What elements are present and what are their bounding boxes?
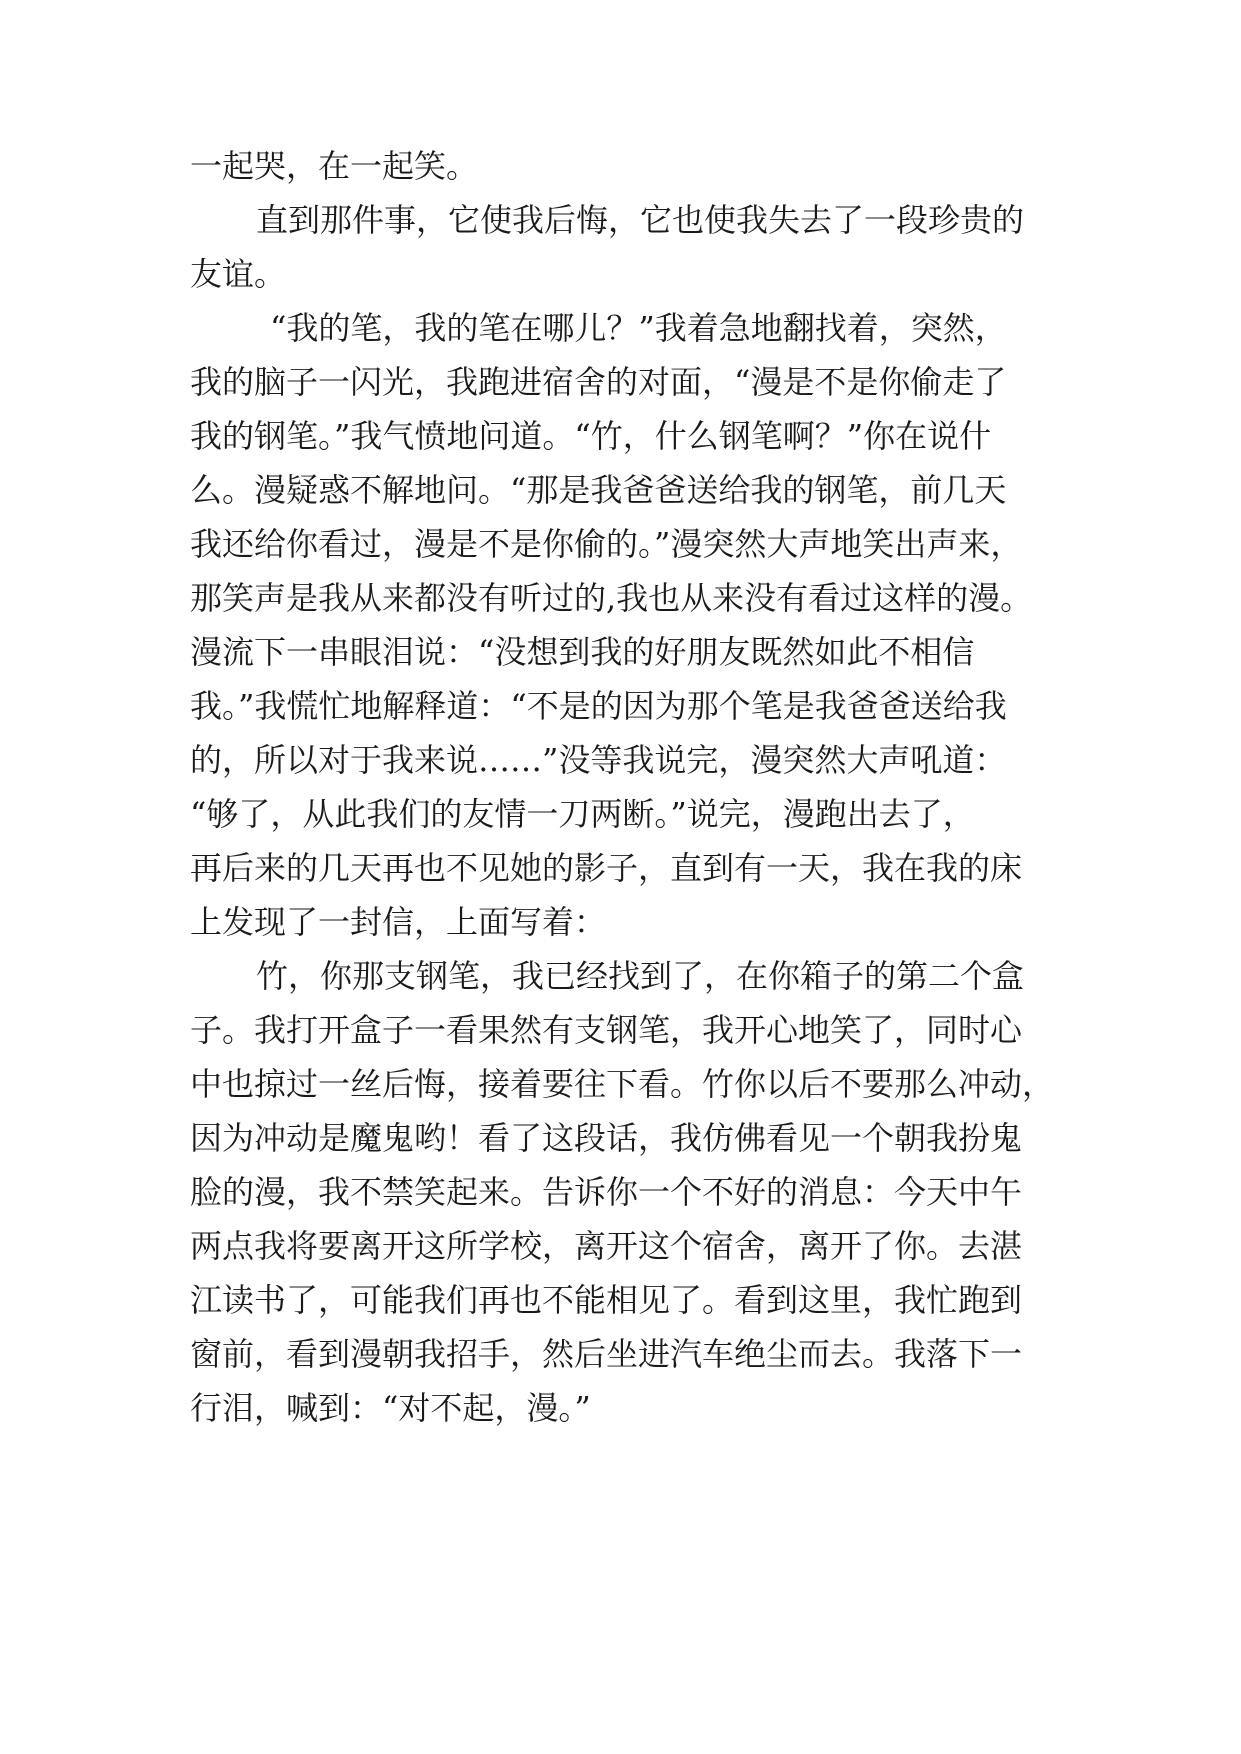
paragraph-first-line: 竹，你那支钢笔，我已经找到了，在你箱子的第二个盒 [256,957,1025,995]
text-line: 上发现了一封信，上面写着： [190,903,607,941]
text-line: 江读书了，可能我们再也不能相见了。看到这里，我忙跑到 [190,1281,1023,1319]
text-line: 友谊。 [190,255,287,293]
paragraph-first-line: “我的笔，我的笔在哪儿？”我着急地翻找着，突然， [270,309,1007,347]
text-line: 的，所以对于我来说……”没等我说完，漫突然大声吼道： [190,741,1007,779]
text-line: 窗前，看到漫朝我招手，然后坐进汽车绝尘而去。我落下一 [190,1335,1023,1373]
text-line: 我的脑子一闪光，我跑进宿舍的对面，“漫是不是你偷走了 [190,363,1007,401]
text-line: 我还给你看过，漫是不是你偷的。”漫突然大声地笑出声来， [190,525,1023,563]
text-line: 那笑声是我从来都没有听过的,我也从来没有看过这样的漫。 [190,579,1033,617]
text-line: 漫流下一串眼泪说：“没想到我的好朋友既然如此不相信 [190,633,975,671]
text-line: 么。漫疑惑不解地问。“那是我爸爸送给我的钢笔，前几天 [190,471,1007,509]
text-line: 我。”我慌忙地解释道：“不是的因为那个笔是我爸爸送给我 [190,687,1007,725]
text-line: 我的钢笔。”我气愤地问道。“竹，什么钢笔啊？”你在说什 [190,417,992,455]
text-line: 一起哭，在一起笑。 [190,147,479,185]
text-line: 再后来的几天再也不见她的影子，直到有一天，我在我的床 [190,849,1023,887]
text-line: 子。我打开盒子一看果然有支钢笔，我开心地笑了，同时心 [190,1011,1023,1049]
paragraph-first-line: 直到那件事，它使我后悔，它也使我失去了一段珍贵的 [256,201,1025,239]
text-line: 两点我将要离开这所学校，离开这个宿舍，离开了你。去湛 [190,1227,1023,1265]
text-line: “够了，从此我们的友情一刀两断。”说完，漫跑出去了， [190,795,975,833]
text-line: 因为冲动是魔鬼哟！看了这段话，我仿佛看见一个朝我扮鬼 [190,1119,1023,1157]
text-line: 行泪，喊到：“对不起，漫。” [190,1389,591,1427]
text-line: 脸的漫，我不禁笑起来。告诉你一个不好的消息：今天中午 [190,1173,1023,1211]
text-line: 中也掠过一丝后悔，接着要往下看。竹你以后不要那么冲动， [190,1065,1055,1103]
